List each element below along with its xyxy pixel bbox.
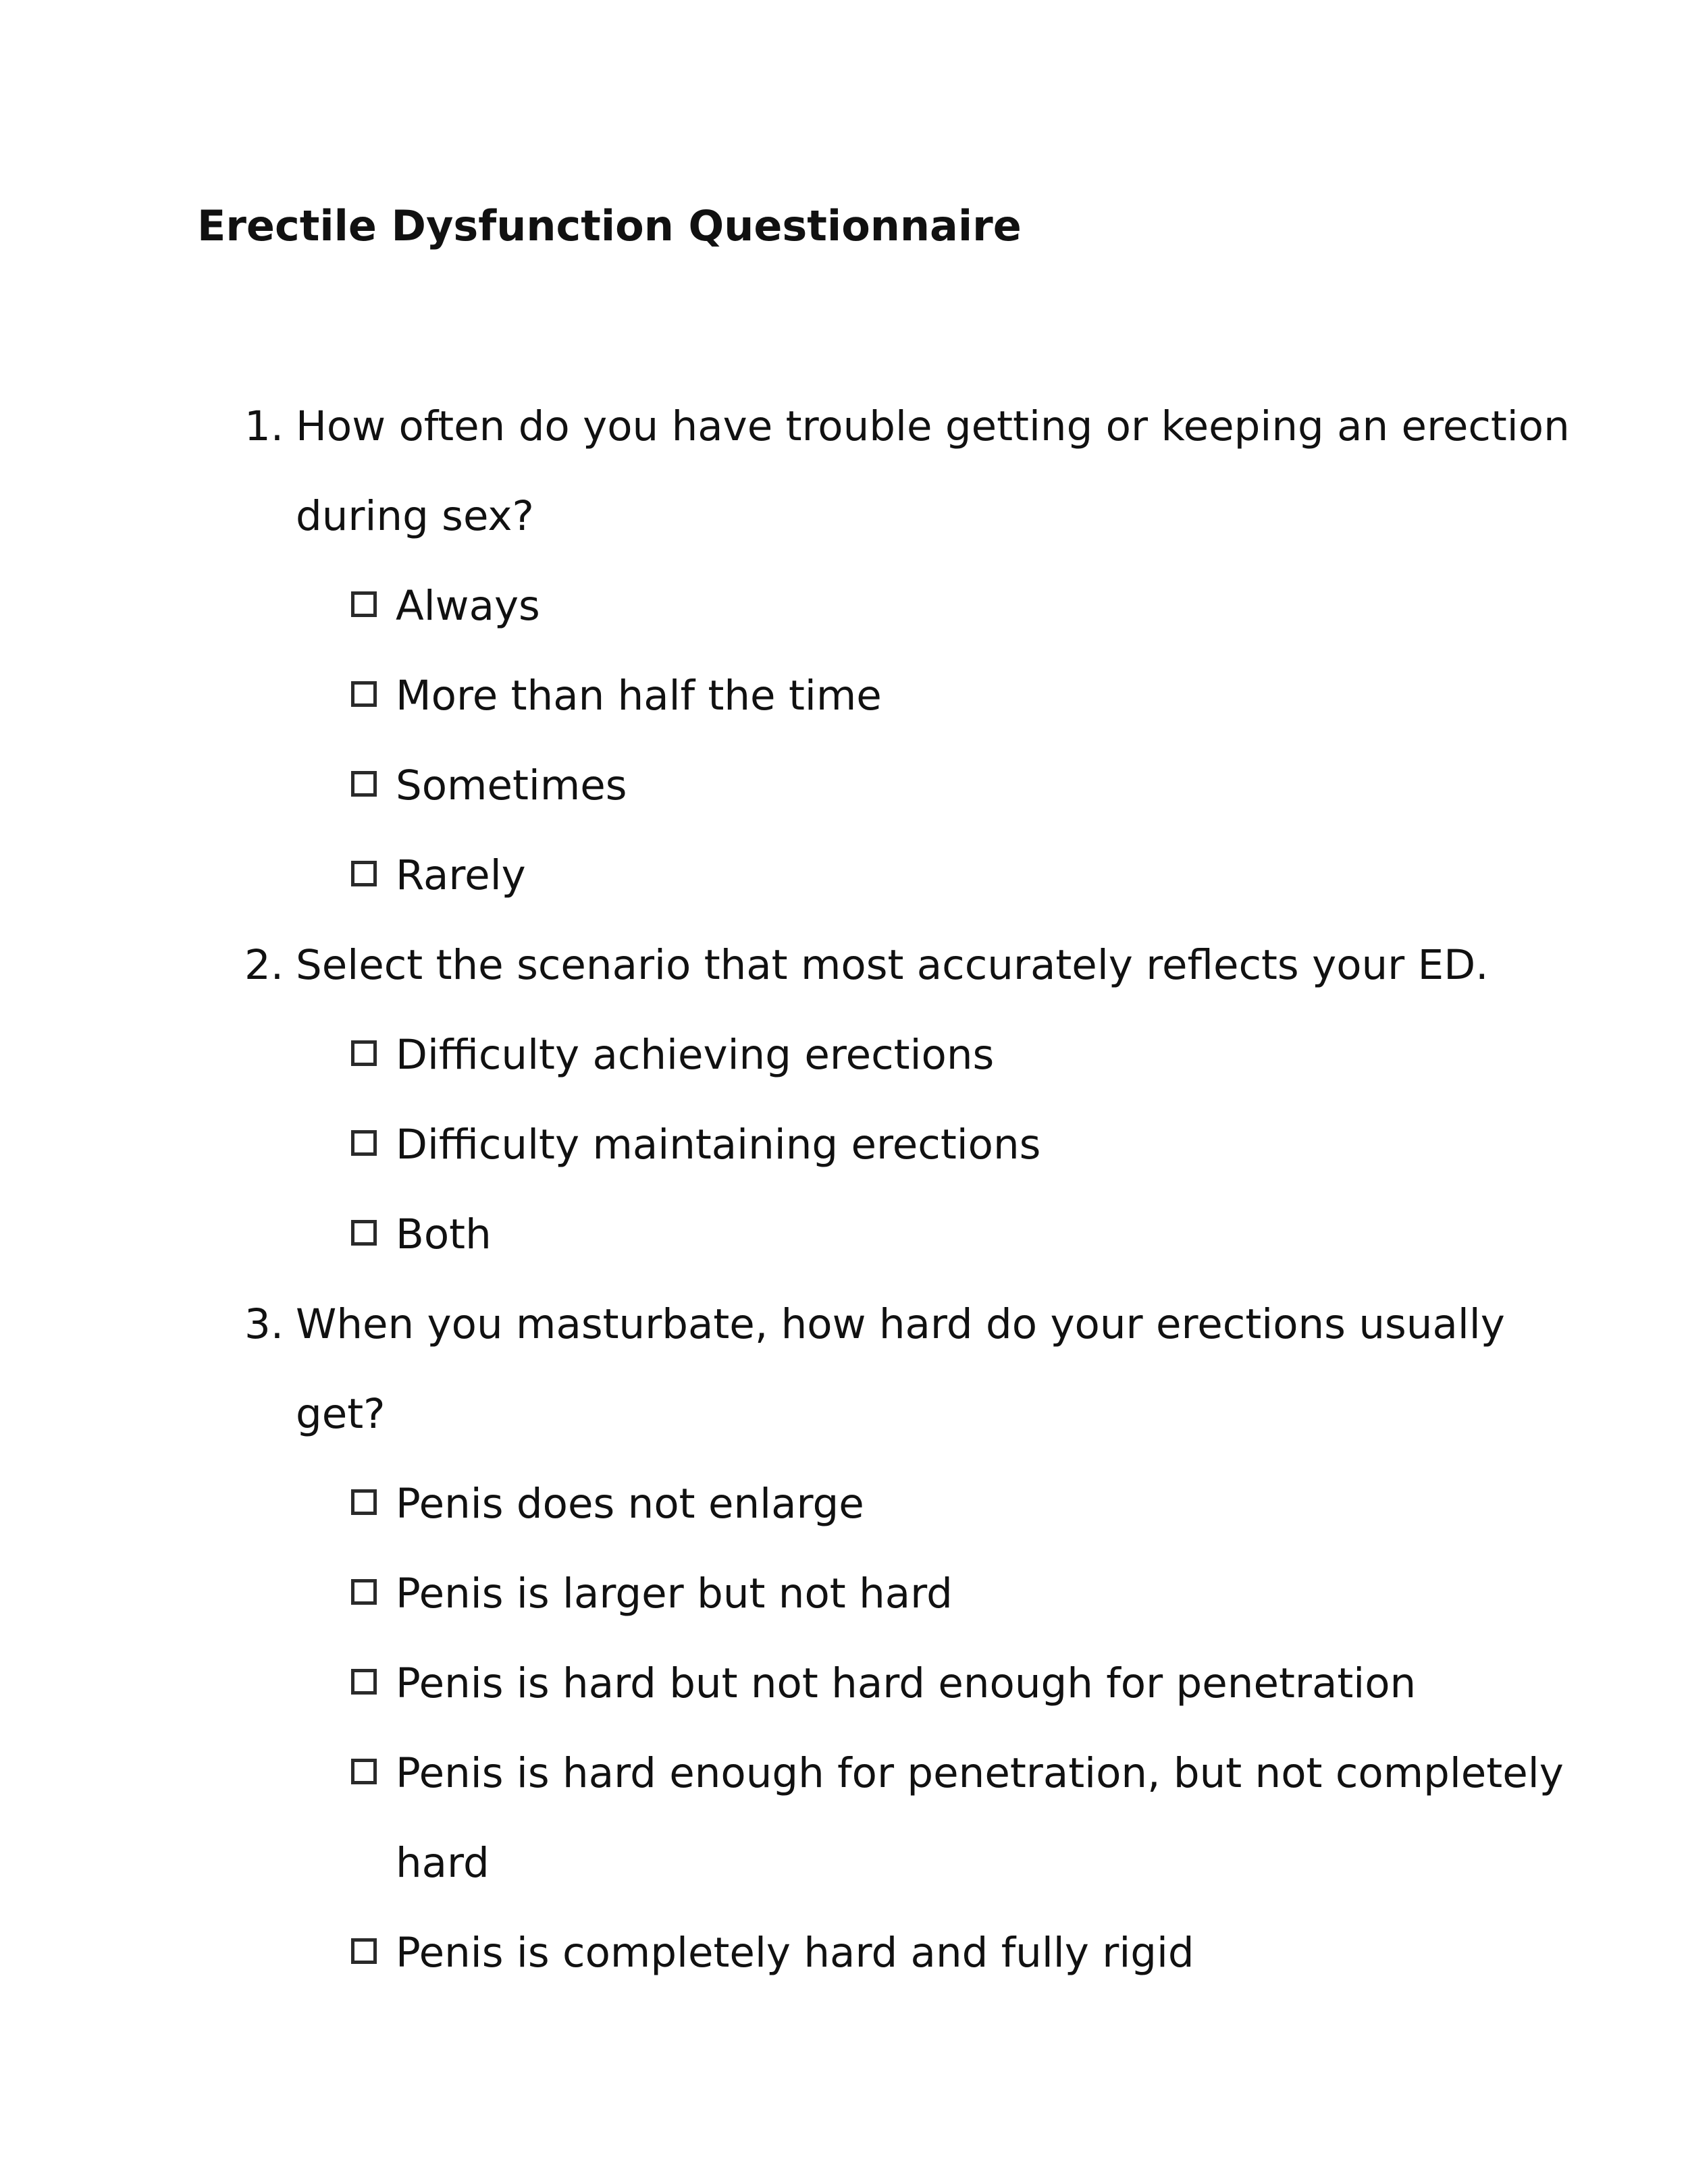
option-sometimes[interactable] xyxy=(0,741,1688,830)
option-label: Sometimes xyxy=(396,762,627,809)
option-fully-rigid[interactable] xyxy=(0,1908,1688,1998)
option-list xyxy=(0,1459,1688,1998)
option-list xyxy=(0,561,1688,920)
option-label: Always xyxy=(396,582,540,630)
question-text-continued: get? xyxy=(296,1390,386,1438)
question-list xyxy=(0,381,1688,1998)
checkbox-icon[interactable] xyxy=(351,1040,377,1066)
option-list xyxy=(0,1010,1688,1279)
checkbox-icon[interactable] xyxy=(351,591,377,617)
checkbox-icon[interactable] xyxy=(351,1130,377,1156)
option-always[interactable] xyxy=(0,561,1688,651)
option-label-continued xyxy=(0,1818,1688,1908)
option-label: Difficulty maintaining erections xyxy=(396,1121,1041,1169)
checkbox-icon[interactable] xyxy=(351,1938,377,1964)
checkbox-icon[interactable] xyxy=(351,1220,377,1246)
question-text-continued: during sex? xyxy=(296,492,534,540)
question-number: 2. xyxy=(244,941,284,989)
option-label-continued-text: hard xyxy=(396,1839,490,1887)
checkbox-icon[interactable] xyxy=(351,1579,377,1605)
checkbox-icon[interactable] xyxy=(351,681,377,707)
option-hard-enough-not-complete[interactable] xyxy=(0,1728,1688,1818)
option-label: Penis is hard enough for penetration, but not completely xyxy=(396,1749,1564,1797)
option-difficulty-achieving[interactable] xyxy=(0,1010,1688,1100)
option-label: Both xyxy=(396,1210,492,1258)
option-more-than-half[interactable] xyxy=(0,651,1688,741)
option-hard-not-enough[interactable] xyxy=(0,1639,1688,1728)
question-text: Select the scenario that most accurately reflects your ED. xyxy=(296,941,1489,989)
option-label: More than half the time xyxy=(396,672,882,720)
option-label: Difficulty achieving erections xyxy=(396,1031,995,1079)
page-title: Erectile Dysfunction Questionnaire xyxy=(197,201,1022,250)
option-does-not-enlarge[interactable] xyxy=(0,1459,1688,1549)
question-1 xyxy=(0,381,1688,920)
option-label: Penis is hard but not hard enough for penetration xyxy=(396,1659,1417,1707)
option-both[interactable] xyxy=(0,1190,1688,1279)
option-label: Penis is larger but not hard xyxy=(396,1570,953,1618)
option-difficulty-maintaining[interactable] xyxy=(0,1100,1688,1190)
option-label: Rarely xyxy=(396,851,526,899)
question-number: 1. xyxy=(244,402,284,450)
option-larger-not-hard[interactable] xyxy=(0,1549,1688,1639)
option-label: Penis is completely hard and fully rigid xyxy=(396,1929,1194,1977)
checkbox-icon[interactable] xyxy=(351,861,377,886)
question-text: When you masturbate, how hard do your erections usually xyxy=(296,1300,1505,1348)
checkbox-icon[interactable] xyxy=(351,1669,377,1695)
question-2 xyxy=(0,920,1688,1279)
checkbox-icon[interactable] xyxy=(351,1489,377,1515)
question-number: 3. xyxy=(244,1300,284,1348)
option-label: Penis does not enlarge xyxy=(396,1480,864,1528)
question-3 xyxy=(0,1279,1688,1998)
checkbox-icon[interactable] xyxy=(351,1759,377,1784)
question-text: How often do you have trouble getting or keeping an erection xyxy=(296,402,1570,450)
checkbox-icon[interactable] xyxy=(351,771,377,797)
option-rarely[interactable] xyxy=(0,830,1688,920)
